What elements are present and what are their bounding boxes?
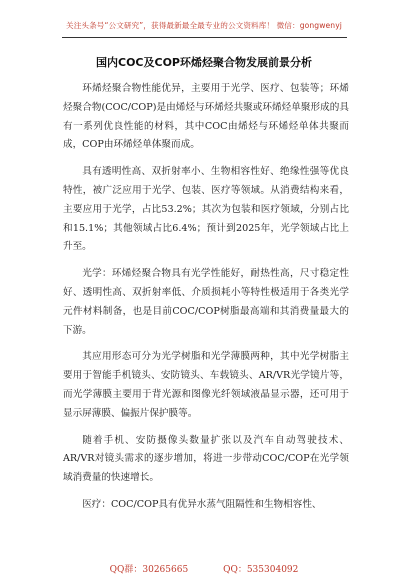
footer-contacts [0,562,408,575]
footer-qq: QQ：535304092 [223,565,299,575]
document-body [63,80,349,523]
footer-qq-group: QQ群：30265665 [109,565,189,575]
paragraph-growth: 随着手机、安防摄像头数量扩张以及汽车自动驾驶技术、AR/VR对镜头需求的逐步增加，将进一步带动COC/COP在光学领域消费量的快速增长。 [63,434,349,484]
document-title: 国内COC及COP环烯烃聚合物发展前景分析 [96,56,312,69]
paragraph-optics: 光学：环烯烃聚合物具有光学性能好，耐热性高，尺寸稳定性好、透明性高、双折射率低、介质损耗小等特性极适用于各类光学元件材料制备，也是目前COC/COP树脂最高端和其消费量最大的下游。 [63,268,349,336]
paragraph-applications: 其应用形态可分为光学树脂和光学薄膜两种，其中光学树脂主要用于智能手机镜头、安防镜头、车载镜头、AR/VR光学镜片等，而光学薄膜主要用于背光源和图像光纤领域液晶显示器，还可用于显示屏薄膜、偏振片保护膜等。 [63,351,349,419]
paragraph-properties: 具有透明性高、双折射率小、生物相容性好、绝缘性强等优良特性，被广泛应用于光学、包装、医疗等领域。从消费结构来看，主要应用于光学，占比53.2%；其次为包装和医疗领域，分别占比和15.1%；其他领域占比6.4%；预计到2025年，光学领域占比上升至。 [63,166,349,253]
paragraph-medical: 医疗：COC/COP具有优异水蒸气阻隔性和生物相容性、 [82,498,322,510]
header-divider [62,37,347,38]
header-banner: 关注头条号“公文研究”，获得最新最全最专业的公文资料库！ 微信：gongwenyj [66,21,342,30]
paragraph-intro: 环烯烃聚合物性能优异，主要用于光学、医疗、包装等；环烯烃聚合物(COC/COP)是由烯烃与环烯烃共聚或环烯烃单聚形成的具有一系列优良性能的材料，其中COC由烯烃与环烯烃单体共聚而成，COP由环烯烃单体聚而成。 [63,83,349,151]
